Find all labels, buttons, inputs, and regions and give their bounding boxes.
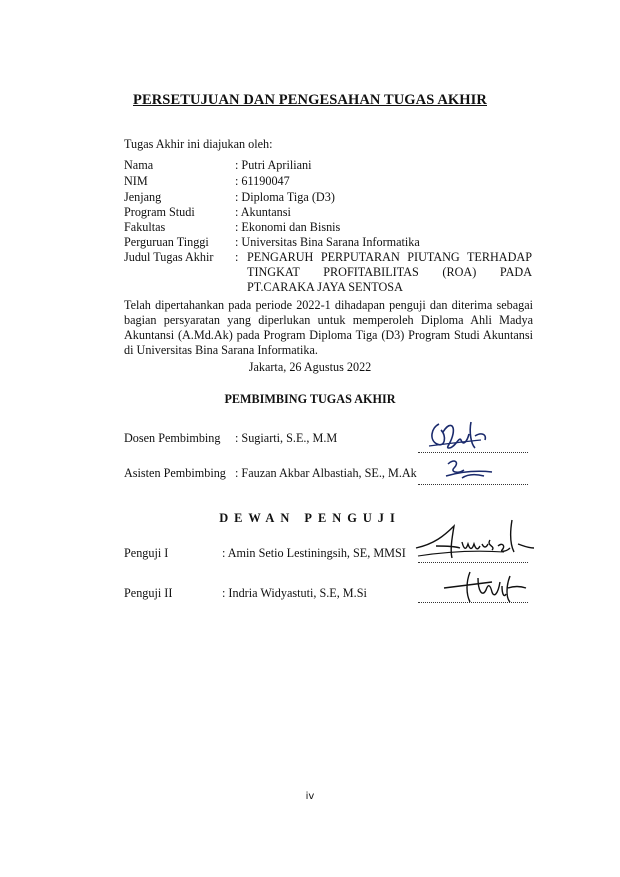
field-label-fakultas: Fakultas [124,220,166,234]
signature-penguji-1 [414,516,538,568]
penguji-2-name: : Indria Widyastuti, S.E, M.Si [222,586,367,600]
page-title: PERSETUJUAN DAN PENGESAHAN TUGAS AKHIR [132,92,487,108]
field-label-jenjang: Jenjang [124,190,162,204]
field-label-nim: NIM [124,174,148,188]
signature-line [418,484,528,485]
penguji-heading: DEWAN PENGUJI [219,511,401,525]
field-value-perguruan-tinggi: : Universitas Bina Sarana Informatika [235,235,420,249]
judul-line-2: TINGKAT PROFITABILITAS (ROA) PADA [247,265,532,279]
signature-penguji-2 [440,568,536,608]
penguji-2-label: Penguji II [124,586,173,600]
place-date: Jakarta, 26 Agustus 2022 [248,360,372,374]
field-value-fakultas: : Ekonomi dan Bisnis [235,220,341,234]
judul-line-1: PENGARUH PERPUTARAN PIUTANG TERHADAP [247,250,532,264]
field-colon-judul: : [235,250,239,264]
field-value-judul [247,250,532,295]
dosen-pembimbing-label: Dosen Pembimbing [124,431,221,445]
signature-asisten-pembimbing [440,456,500,484]
field-value-program-studi: : Akuntansi [235,205,291,219]
field-value-nim: : 61190047 [235,174,290,188]
page-number: iv [305,791,315,802]
dosen-pembimbing-name: : Sugiarti, S.E., M.M [235,431,338,445]
field-value-nama: : Putri Apriliani [235,158,312,172]
field-label-judul: Judul Tugas Akhir [124,250,214,264]
judul-line-3: PT.CARAKA JAYA SENTOSA [247,280,403,294]
field-label-program-studi: Program Studi [124,205,195,219]
penguji-1-label: Penguji I [124,546,169,560]
signature-dosen-pembimbing [425,418,505,456]
approval-paragraph: Telah dipertahankan pada periode 2022-1 dihadapan penguji dan diterima sebagai bagian persyaratan yang diperlukan untuk memperoleh Diploma Ahli Madya Akuntansi (A.Md.Ak) pada Program Diploma Tiga (D3) Program Studi Akuntansi di Universitas Bina Sarana Informatika. [124,298,533,357]
intro-text: Tugas Akhir ini diajukan oleh: [124,137,273,151]
penguji-1-name: : Amin Setio Lestiningsih, SE, MMSI [222,546,406,560]
asisten-pembimbing-name: : Fauzan Akbar Albastiah, SE., M.Ak [235,466,417,480]
field-value-jenjang: : Diploma Tiga (D3) [235,190,335,204]
field-label-perguruan-tinggi: Perguruan Tinggi [124,235,209,249]
pembimbing-heading: PEMBIMBING TUGAS AKHIR [224,392,396,406]
field-label-nama: Nama [124,158,154,172]
asisten-pembimbing-label: Asisten Pembimbing [124,466,226,480]
